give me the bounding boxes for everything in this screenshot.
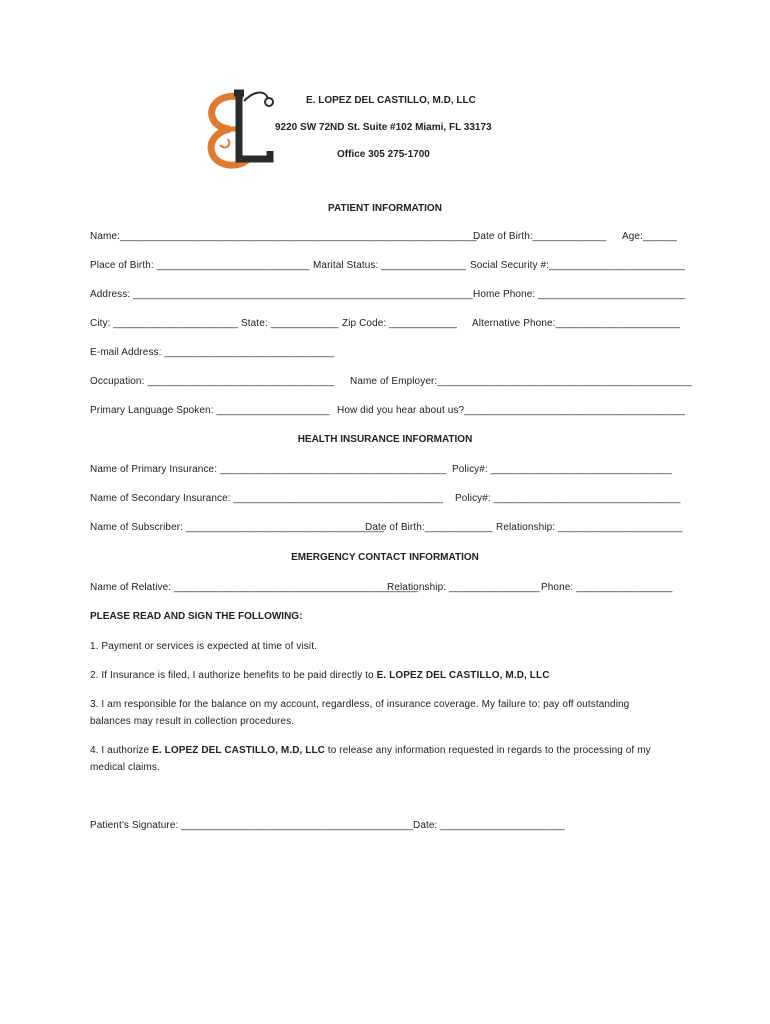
secondary-policy-field[interactable]: Policy#: _________________________________ [455,493,681,504]
relative-name-field[interactable]: Name of Relative: ___________________________________________ [90,582,418,593]
state-field[interactable]: State: ____________ [241,318,339,329]
dob-field[interactable]: Date of Birth:_____________ [473,231,607,242]
name-field[interactable]: Name:_______________________________________________________________ [90,231,477,242]
city-field[interactable]: City: ______________________ [90,318,238,329]
ssn-field[interactable]: Social Security #:________________________ [470,260,685,271]
agreement-item-4-practice: E. LOPEZ DEL CASTILLO, M.D, LLC [152,745,326,756]
subscriber-relationship-field[interactable]: Relationship: ______________________ [496,522,683,533]
agreement-heading: PLEASE READ AND SIGN THE FOLLOWING: [90,611,303,622]
primary-insurance-field[interactable]: Name of Primary Insurance: ________________________________________ [90,464,447,475]
address-field[interactable]: Address: ____________________________________________________________ [90,289,473,300]
occupation-field[interactable]: Occupation: _________________________________ [90,376,335,387]
practice-phone: Office 305 275-1700 [337,149,430,160]
agreement-item-2-text: 2. If Insurance is filed, I authorize benefits to be paid directly to [90,670,377,681]
language-field[interactable]: Primary Language Spoken: ____________________ [90,405,330,416]
secondary-insurance-field[interactable]: Name of Secondary Insurance: _____________________________________ [90,493,444,504]
subscriber-field[interactable]: Name of Subscriber: ___________________________________ [90,522,385,533]
section-title-emergency: EMERGENCY CONTACT INFORMATION [291,552,479,563]
agreement-item-2 [90,670,550,681]
section-title-patient: PATIENT INFORMATION [328,203,442,214]
age-field[interactable]: Age:______ [622,231,677,242]
agreement-item-2-practice: E. LOPEZ DEL CASTILLO, M.D, LLC [376,670,550,681]
subscriber-dob-field[interactable]: Date of Birth:____________ [365,522,493,533]
logo-graphic [200,85,280,175]
practice-name: E. LOPEZ DEL CASTILLO, M.D, LLC [306,95,476,106]
patient-signature-field[interactable]: Patient's Signature: _________________________________________ [90,820,414,831]
marital-status-field[interactable]: Marital Status: _______________ [313,260,467,271]
email-field[interactable]: E-mail Address: ______________________________ [90,347,335,358]
relative-phone-field[interactable]: Phone: _________________ [541,582,673,593]
agreement-item-3-line2: balances may result in collection procedures. [90,716,295,727]
agreement-item-4-line2: medical claims. [90,762,160,773]
agreement-item-1: 1. Payment or services is expected at time of visit. [90,641,317,652]
zip-field[interactable]: Zip Code: ____________ [342,318,458,329]
practice-logo [200,85,280,175]
signature-date-field[interactable]: Date: ______________________ [413,820,565,831]
section-title-insurance: HEALTH INSURANCE INFORMATION [297,434,473,445]
agreement-item-4-suffix: to release any information requested in regards to the processing of my [325,745,651,756]
agreement-item-4-prefix: 4. I authorize [90,745,153,756]
referral-field[interactable]: How did you hear about us?_______________________________________ [337,405,685,416]
place-of-birth-field[interactable]: Place of Birth: ___________________________ [90,260,310,271]
relative-relationship-field[interactable]: Relationship: ________________ [387,582,540,593]
agreement-item-3-line1: 3. I am responsible for the balance on my account, regardless, of insurance coverage. My failure to: pay off outstanding [90,699,630,710]
employer-field[interactable]: Name of Employer:_____________________________________________ [350,376,693,387]
practice-address: 9220 SW 72ND St. Suite #102 Miami, FL 33173 [275,122,492,133]
primary-policy-field[interactable]: Policy#: ________________________________ [452,464,672,475]
alt-phone-field[interactable]: Alternative Phone:______________________ [472,318,681,329]
agreement-item-4-line1 [90,745,651,756]
home-phone-field[interactable]: Home Phone: __________________________ [473,289,686,300]
